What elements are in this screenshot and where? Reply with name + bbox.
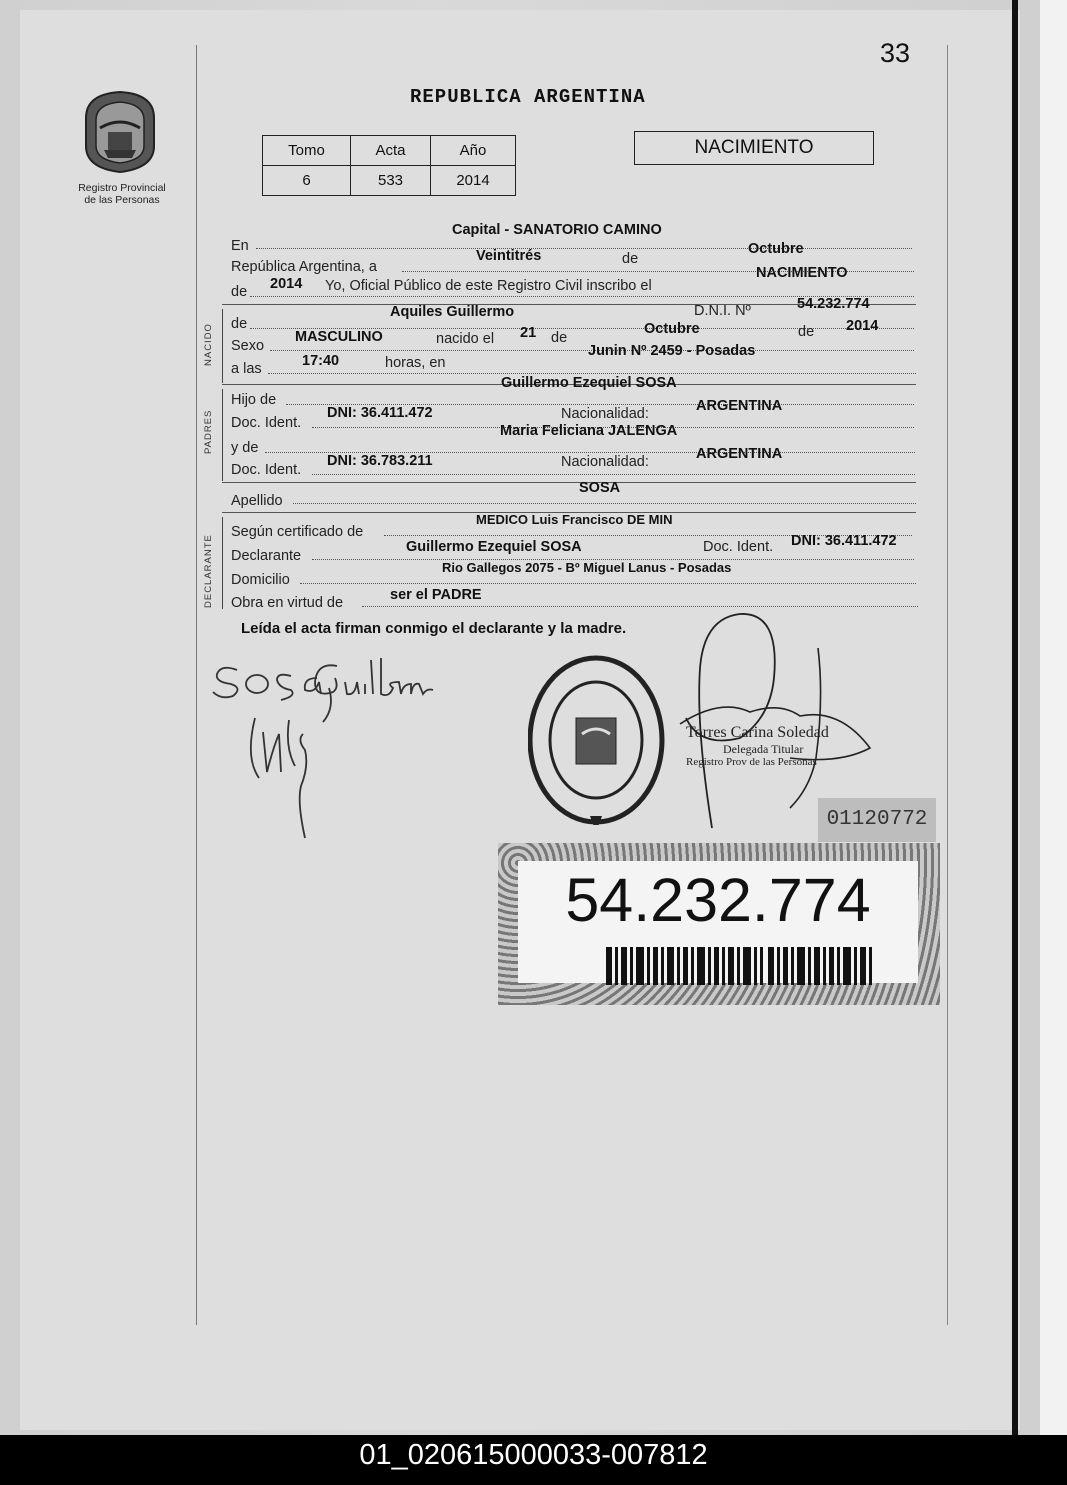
horas-label: horas, en: [385, 355, 446, 371]
de-label2: de: [231, 284, 248, 300]
madre: Maria Feliciana JALENGA: [500, 423, 678, 439]
section-bar: [222, 309, 223, 383]
en-value: Capital - SANATORIO CAMINO: [452, 222, 662, 238]
tomo-header: Tomo: [263, 136, 351, 166]
decl-doc: DNI: 36.411.472: [791, 533, 897, 549]
hora-label: a las: [231, 361, 262, 377]
nacido-mes: Octubre: [644, 321, 700, 337]
page-edge-shadow: [1012, 0, 1018, 1435]
officer-role: Delegada Titular: [723, 742, 804, 756]
padre-nac: ARGENTINA: [696, 398, 783, 414]
nacido-section-label: NACIDO: [203, 323, 214, 366]
officer-office: Registro Prov de las Personas: [686, 756, 817, 768]
madre-doc-label: Doc. Ident.: [231, 462, 302, 478]
dotted-line: [362, 606, 918, 607]
sexo: MASCULINO: [295, 329, 383, 345]
oficial-text: Yo, Oficial Público de este Registro Civil inscribo el: [325, 278, 652, 294]
dotted-line: [300, 583, 916, 584]
dni: 54.232.774: [797, 296, 870, 312]
section-bar: [222, 517, 223, 609]
barcode-label-inner: [518, 861, 918, 983]
tomo-value: 6: [263, 166, 351, 196]
logo-caption: [60, 182, 184, 206]
padres-section-label: PADRES: [203, 409, 214, 454]
record-table: [262, 135, 516, 196]
nacido-label: nacido el: [436, 331, 495, 347]
day-words: Veintitrés: [476, 248, 542, 264]
page-edge: [1040, 0, 1067, 1435]
domicilio-label: Domicilio: [231, 572, 290, 588]
padre: Guillermo Ezequiel SOSA: [501, 375, 677, 391]
acta-header: Acta: [351, 136, 431, 166]
de-label4: de: [798, 324, 815, 340]
nacido-anio: 2014: [846, 318, 879, 334]
serial-number: 01120772: [818, 798, 936, 842]
declarant-signature: [205, 648, 435, 848]
padre-nac-label: Nacionalidad:: [561, 406, 649, 422]
certificado-label: Según certificado de: [231, 524, 364, 540]
barcode-icon: [606, 947, 872, 985]
leida-text: Leída el acta firman conmigo el declarante y la madre.: [241, 620, 627, 637]
dni-label: D.N.I. Nº: [694, 303, 751, 319]
month: Octubre: [748, 241, 804, 257]
section-bar: [222, 389, 223, 481]
hijo-label: Hijo de: [231, 392, 277, 408]
de-label3: de: [551, 330, 568, 346]
madre-nac-label: Nacionalidad:: [561, 454, 649, 470]
officer-name: Torres Carina Soledad: [686, 724, 829, 741]
domicilio: Rio Gallegos 2075 - Bº Miguel Lanus - Posadas: [442, 560, 732, 575]
barcode-label: [498, 843, 940, 1005]
page-number: 33: [880, 38, 911, 68]
madre-doc: DNI: 36.783.211: [327, 453, 433, 469]
en-label: En: [231, 238, 249, 254]
nombre: Aquiles Guillermo: [390, 304, 515, 320]
document-title: REPUBLICA ARGENTINA: [410, 86, 646, 108]
anio-value: 2014: [431, 166, 516, 196]
apellido-label: Apellido: [231, 493, 283, 509]
padre-doc: DNI: 36.411.472: [327, 405, 433, 421]
madre-nac: ARGENTINA: [696, 446, 783, 462]
record-type-box: NACIMIENTO: [634, 131, 874, 165]
obra-label: Obra en virtud de: [231, 595, 344, 611]
acta-value: 533: [351, 166, 431, 196]
province-logo-icon: [78, 88, 162, 174]
yde-label: y de: [231, 440, 259, 456]
nacido-dia: 21: [520, 325, 537, 341]
file-id-footer: 01_020615000033-007812: [0, 1435, 1067, 1485]
dotted-line: [312, 474, 915, 475]
section-divider: [222, 482, 916, 483]
logo-caption-line2: de las Personas: [84, 194, 160, 206]
logo-caption-line1: Registro Provincial: [78, 182, 166, 194]
padre-doc-label: Doc. Ident.: [231, 415, 302, 431]
anio-header: Año: [431, 136, 516, 166]
nombre-label: de: [231, 316, 248, 332]
obra: ser el PADRE: [390, 587, 482, 603]
republica-label: República Argentina, a: [231, 259, 377, 275]
year: 2014: [270, 276, 303, 292]
label-number: 54.232.774: [565, 866, 871, 934]
dotted-line: [293, 503, 916, 504]
lugar: Junin Nº 2459 - Posadas: [588, 343, 756, 359]
certificado: MEDICO Luis Francisco DE MIN: [476, 512, 673, 527]
decl-doc-label: Doc. Ident.: [703, 539, 774, 555]
dotted-line: [256, 248, 912, 249]
dotted-line: [268, 373, 916, 374]
declarante: Guillermo Ezequiel SOSA: [406, 539, 582, 555]
inscribo-value: NACIMIENTO: [756, 265, 848, 281]
hora: 17:40: [302, 353, 340, 369]
declarante-label: Declarante: [231, 548, 302, 564]
declarante-section-label: DECLARANTE: [203, 534, 214, 608]
sexo-label: Sexo: [231, 338, 265, 354]
de-label: de: [622, 251, 639, 267]
apellido: SOSA: [579, 480, 621, 496]
